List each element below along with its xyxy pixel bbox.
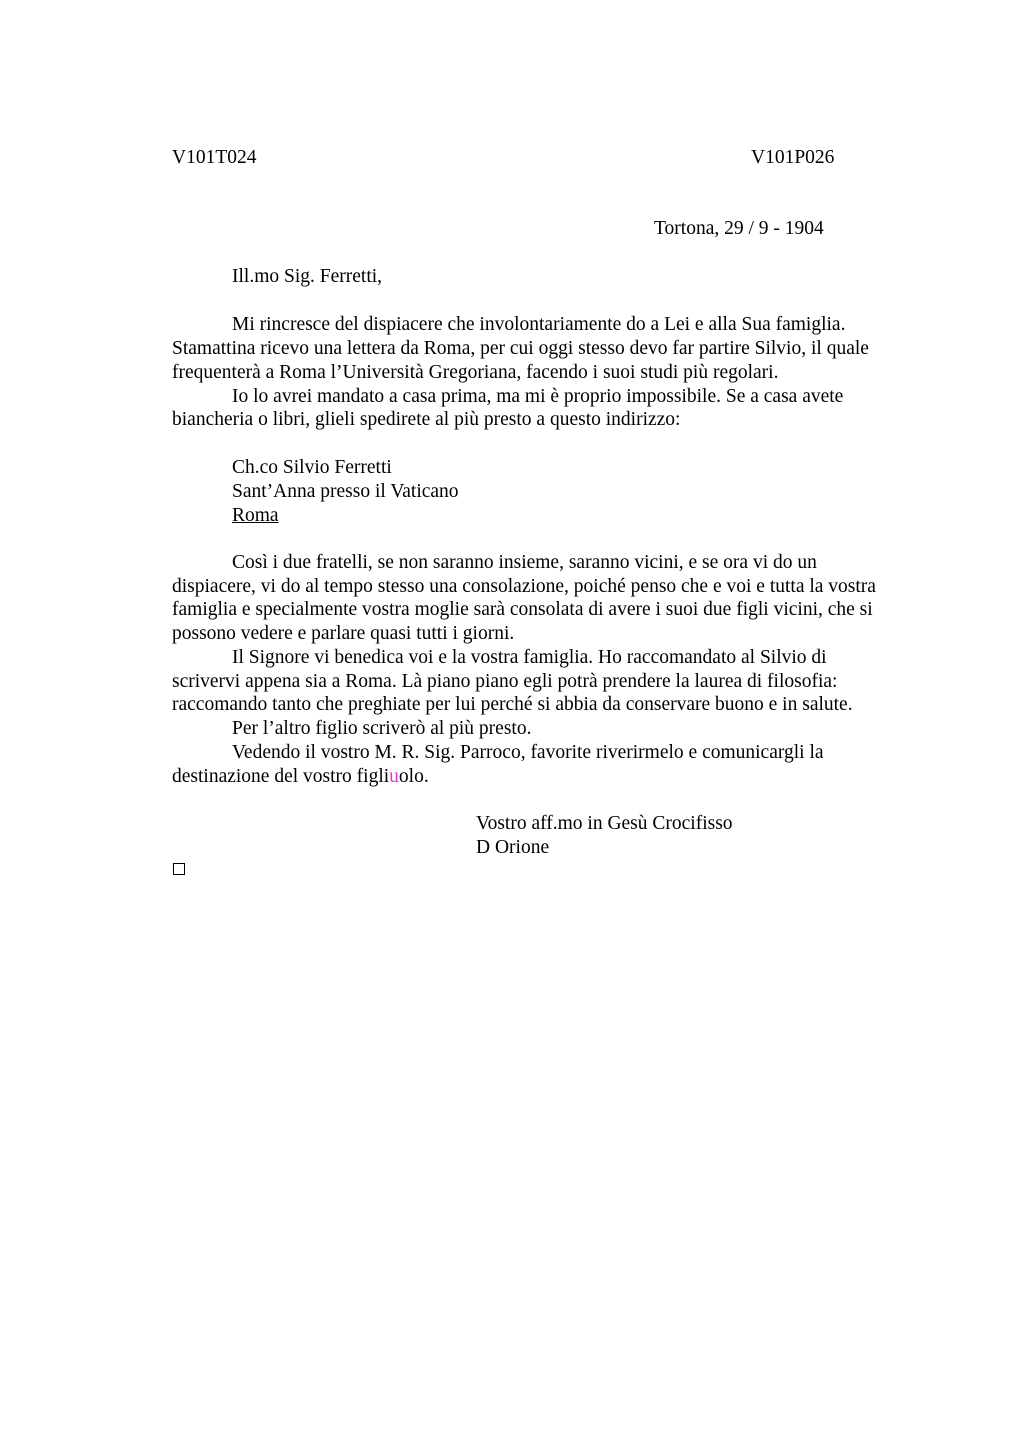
paragraph-line: Vedendo il vostro M. R. Sig. Parroco, favorite riverirmelo e comunicargli la <box>232 742 824 763</box>
address-city: Roma <box>232 505 279 526</box>
paragraph-line: frequenterà a Roma l’Università Gregoriana, facendo i suoi studi più regolari. <box>172 362 779 383</box>
highlighted-letter: u <box>389 766 399 787</box>
text-segment: olo. <box>398 766 429 787</box>
paragraph-line: scrivervi appena sia a Roma. Là piano piano egli potrà prendere la laurea di filosofia: <box>172 671 838 692</box>
paragraph-line: biancheria o libri, glieli spedirete al più presto a questo indirizzo: <box>172 409 681 430</box>
place-date: Tortona, 29 / 9 - 1904 <box>654 218 824 239</box>
closing: Vostro aff.mo in Gesù Crocifisso <box>476 813 733 834</box>
paragraph-line: possono vedere e parlare quasi tutti i giorni. <box>172 623 515 644</box>
paragraph-line: famiglia e specialmente vostra moglie sarà consolata di avere i suoi due figli vicini, che si <box>172 599 873 620</box>
paragraph-line: Per l’altro figlio scriverò al più presto. <box>232 718 532 739</box>
signature: D Orione <box>476 837 550 858</box>
paragraph-line: Così i due fratelli, se non saranno insieme, saranno vicini, e se ora vi do un <box>232 552 817 573</box>
paragraph-line: Stamattina ricevo una lettera da Roma, per cui oggi stesso devo far partire Silvio, il quale <box>172 338 869 359</box>
address-name: Ch.co Silvio Ferretti <box>232 457 392 478</box>
salutation: Ill.mo Sig. Ferretti, <box>232 266 383 287</box>
archive-code-right: V101P026 <box>751 147 835 168</box>
paragraph-line: Mi rincresce del dispiacere che involontariamente do a Lei e alla Sua famiglia. <box>232 314 846 335</box>
paragraph-line: dispiacere, vi do al tempo stesso una consolazione, poiché penso che e voi e tutta la vostra <box>172 576 876 597</box>
address-street: Sant’Anna presso il Vaticano <box>232 481 459 502</box>
text-segment: destinazione del vostro figli <box>172 766 390 787</box>
paragraph-line: Il Signore vi benedica voi e la vostra famiglia. Ho raccomandato al Silvio di <box>232 647 827 668</box>
checkbox-square-icon <box>173 863 185 875</box>
archive-code-left: V101T024 <box>172 147 257 168</box>
paragraph-line <box>172 766 429 788</box>
paragraph-line: Io lo avrei mandato a casa prima, ma mi è proprio impossibile. Se a casa avete <box>232 386 844 407</box>
paragraph-line: raccomando tanto che preghiate per lui perché si abbia da conservare buono e in salute. <box>172 694 853 715</box>
